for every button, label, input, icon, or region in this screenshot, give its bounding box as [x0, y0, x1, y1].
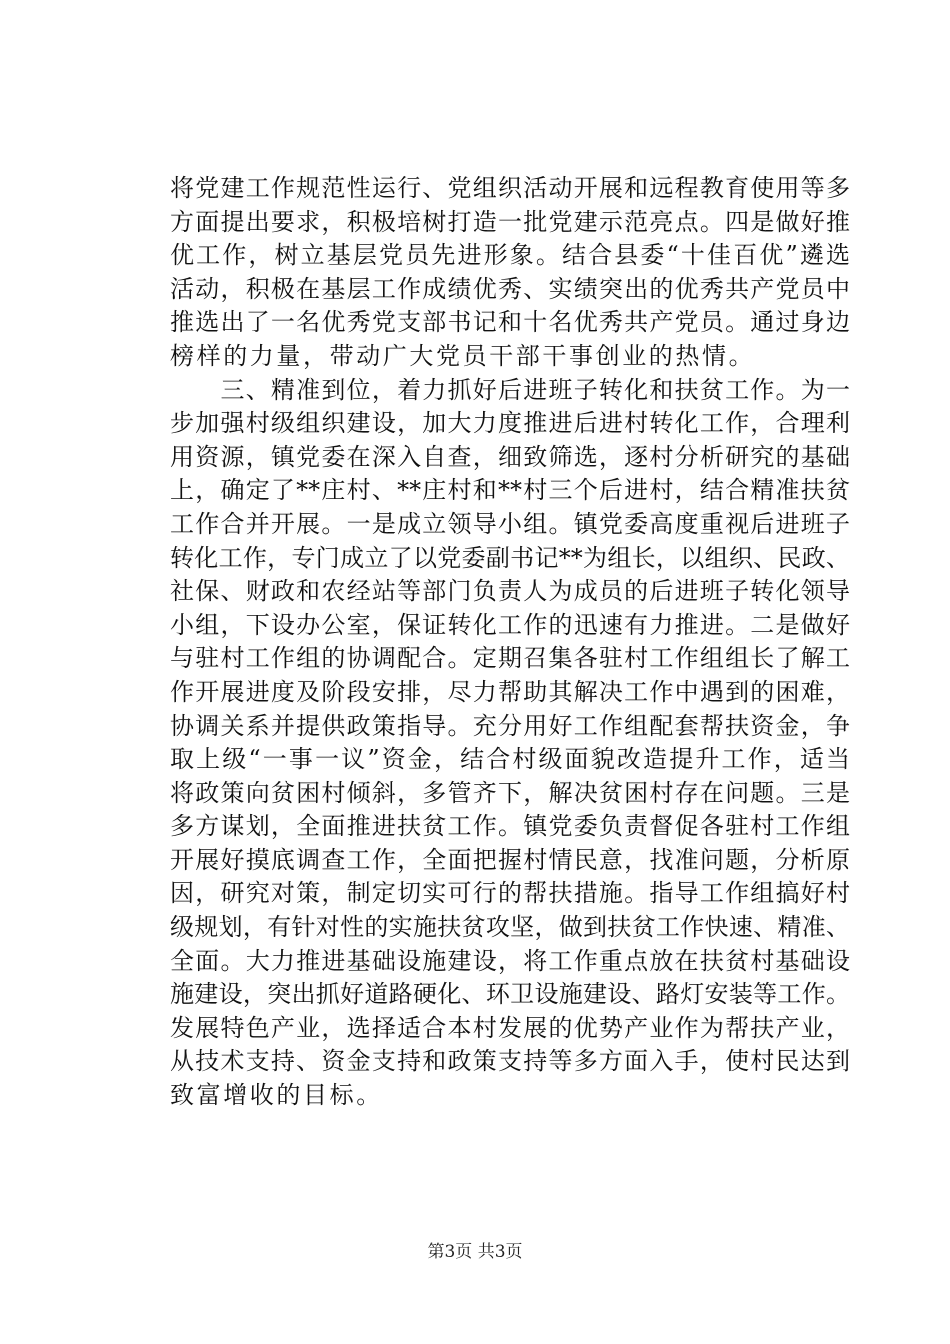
text-line: 上，确定了**庄村、**庄村和**村三个后进村，结合精准扶贫: [170, 476, 850, 505]
text-line: 多方谋划，全面推进扶贫工作。镇党委负责督促各驻村工作组: [170, 812, 850, 841]
text-line: 全面。大力推进基础设施建设，将工作重点放在扶贫村基础设: [170, 946, 850, 975]
text-line: 协调关系并提供政策指导。充分用好工作组配套帮扶资金，争: [170, 711, 850, 740]
text-line: 转化工作，专门成立了以党委副书记**为组长，以组织、民政、: [170, 543, 850, 572]
text-line: 工作合并开展。一是成立领导小组。镇党委高度重视后进班子: [170, 509, 850, 538]
page-number-footer: 第3页 共3页: [427, 1242, 523, 1262]
text-line: 开展好摸底调查工作，全面把握村情民意，找准问题，分析原: [170, 845, 850, 874]
text-line: 将政策向贫困村倾斜，多管齐下，解决贫困村存在问题。三是: [170, 778, 850, 807]
text-line: 推选出了一名优秀党支部书记和十名优秀共产党员。通过身边: [170, 308, 850, 337]
text-line: 用资源，镇党委在深入自查，细致筛选，逐村分析研究的基础: [170, 442, 850, 471]
text-line: 施建设，突出抓好道路硬化、环卫设施建设、路灯安装等工作。: [170, 980, 850, 1009]
text-line: 将党建工作规范性运行、党组织活动开展和远程教育使用等多: [170, 174, 850, 202]
text-line: 优工作，树立基层党员先进形象。结合县委“十佳百优”遴选: [170, 241, 850, 270]
text-line: 方面提出要求，积极培树打造一批党建示范亮点。四是做好推: [170, 207, 850, 236]
text-line: 步加强村级组织建设，加大力度推进后进村转化工作，合理利: [170, 409, 850, 438]
text-line: 社保、财政和农经站等部门负责人为成员的后进班子转化领导: [170, 577, 850, 606]
text-line: 因，研究对策，制定切实可行的帮扶措施。指导工作组搞好村: [170, 879, 850, 908]
text-line: 活动，积极在基层工作成绩优秀、实绩突出的优秀共产党员中: [170, 274, 850, 303]
text-line: 从技术支持、资金支持和政策支持等多方面入手，使村民达到: [170, 1047, 850, 1076]
text-line: 致富增收的目标。: [170, 1081, 383, 1110]
text-line: 取上级“一事一议”资金，结合村级面貌改造提升工作，适当: [170, 745, 850, 774]
text-line: 三、精准到位，着力抓好后进班子转化和扶贫工作。为一: [170, 375, 850, 404]
body-text: [170, 172, 850, 1113]
text-line: 与驻村工作组的协调配合。定期召集各驻村工作组组长了解工: [170, 644, 850, 673]
text-line: 榜样的力量，带动广大党员干部干事创业的热情。: [170, 341, 756, 370]
text-line: 小组，下设办公室，保证转化工作的迅速有力推进。二是做好: [170, 610, 850, 639]
text-line: 发展特色产业，选择适合本村发展的优势产业作为帮扶产业，: [170, 1013, 850, 1042]
text-line: 级规划，有针对性的实施扶贫攻坚，做到扶贫工作快速、精准、: [170, 913, 850, 942]
text-line: 作开展进度及阶段安排，尽力帮助其解决工作中遇到的困难，: [170, 677, 850, 706]
